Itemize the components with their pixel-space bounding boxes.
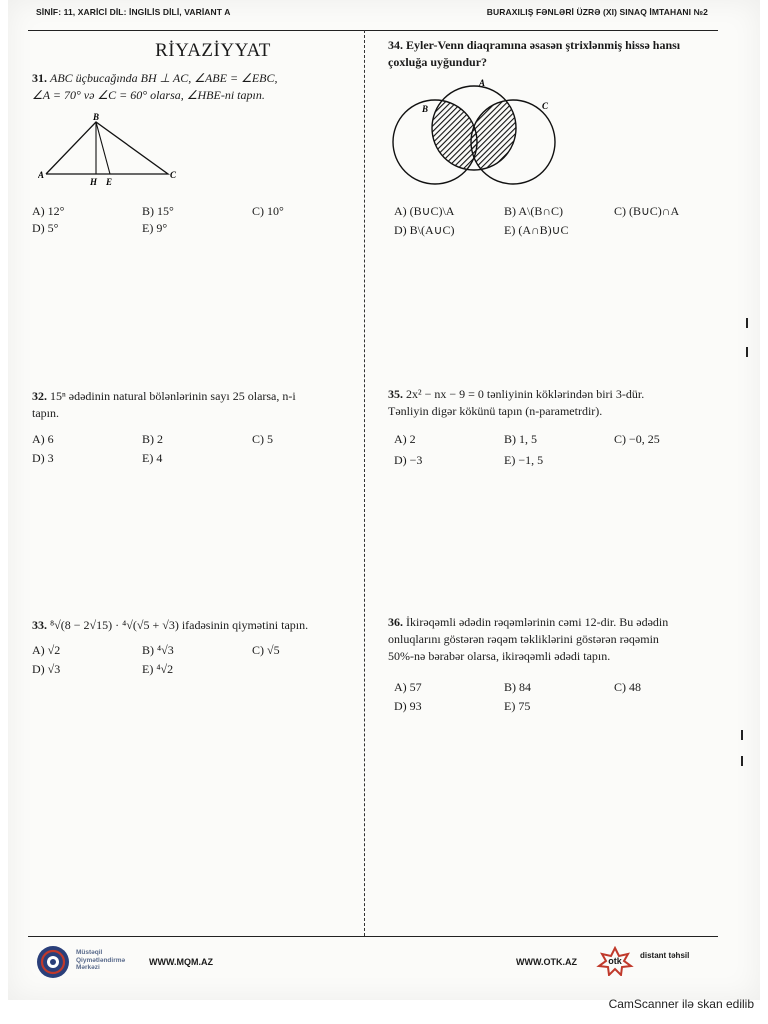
otk-logo-icon (593, 946, 637, 976)
label-a: A (479, 78, 486, 88)
question-text: tapın. (32, 406, 59, 420)
label-h: H (90, 177, 98, 187)
option-d[interactable]: D) B\(A∪C) (394, 223, 455, 237)
option-e[interactable]: E) (A∩B)∪C (504, 223, 569, 237)
label-e: E (106, 177, 113, 187)
header-right: BURAXILIŞ FƏNLƏRİ ÜZRƏ (XI) SINAQ İMTAHANI №2 (486, 7, 708, 17)
option-c[interactable]: C) −0, 25 (614, 432, 660, 446)
question-number: 33. (32, 618, 47, 632)
option-e[interactable]: E) 4 (142, 451, 163, 465)
column-divider (364, 30, 365, 936)
option-d[interactable]: D) −3 (394, 453, 423, 467)
mqm-text: Müstəqil Qiymətləndirmə Mərkəzi (76, 949, 126, 971)
option-d[interactable]: D) 5° (32, 221, 59, 235)
option-b[interactable]: B) 84 (504, 680, 531, 694)
option-d[interactable]: D) 93 (394, 699, 422, 713)
question-text: 2x² − nx − 9 = 0 tənliyinin köklərindən biri 3-dür. (406, 387, 645, 401)
option-a[interactable]: A) 57 (394, 680, 422, 694)
option-b[interactable]: B) A\(B∩C) (504, 204, 564, 218)
option-a[interactable]: A) 12° (32, 204, 65, 218)
question-31 (32, 70, 352, 104)
option-c[interactable]: C) √5 (252, 643, 280, 657)
question-text: 15ⁿ ədədinin natural bölənlərinin sayı 25 olarsa, n-i (50, 389, 296, 403)
header-left: SİNİF: 11, XARİCİ DİL: İNGİLİS DİLİ, VARİANT A (36, 7, 231, 17)
option-e[interactable]: E) 9° (142, 221, 168, 235)
scan-mark (746, 318, 748, 328)
footer-rule (28, 936, 718, 937)
option-b[interactable]: B) 2 (142, 432, 163, 446)
option-b[interactable]: B) ⁴√3 (142, 643, 174, 657)
question-text: ∠A = 70° və ∠C = 60° olarsa, ∠HBE-ni tapın. (32, 88, 265, 102)
label-b: B (422, 104, 429, 114)
option-c[interactable]: C) (B∪C)∩A (614, 204, 680, 218)
question-text: Tənliyin digər kökünü tapın (n-parametrdir). (388, 404, 603, 418)
question-text: ⁸√(8 − 2√15) · ⁴√(√5 + √3) ifadəsinin qiymətini tapın. (50, 618, 309, 632)
label-c: C (542, 101, 549, 111)
otk-url-link[interactable]: WWW.OTK.AZ (516, 957, 577, 967)
otk-brand-text: distant təhsil (640, 951, 690, 960)
option-a[interactable]: A) √2 (32, 643, 61, 657)
question-text: ABC üçbucağında BH ⊥ AC, ∠ABE = ∠EBC, (50, 71, 278, 85)
question-text: 50%-nə bərabər olarsa, ikirəqəmli ədədi tapın. (388, 649, 611, 663)
mqm-logo-icon (34, 944, 72, 980)
question-text: onluqlarını göstərən rəqəm təkliklərini göstərən rəqəmin (388, 632, 659, 646)
label-a: A (38, 170, 45, 180)
question-32 (32, 388, 352, 422)
subject-title: RİYAZİYYAT (155, 40, 271, 61)
option-a[interactable]: A) 2 (394, 432, 416, 446)
label-c: C (170, 170, 177, 180)
option-d[interactable]: D) √3 (32, 662, 61, 676)
question-36 (388, 614, 728, 665)
otk-logo-text: otk (608, 956, 622, 966)
option-c[interactable]: C) 48 (614, 680, 641, 694)
option-a[interactable]: A) (B∪C)\A (394, 204, 455, 218)
question-34 (388, 37, 718, 71)
option-e[interactable]: E) −1, 5 (504, 453, 544, 467)
scan-mark (741, 756, 743, 766)
question-number: 36. (388, 615, 403, 629)
question-33 (32, 617, 362, 634)
exam-sheet (8, 0, 760, 1000)
option-b[interactable]: B) 1, 5 (504, 432, 537, 446)
question-number: 35. (388, 387, 403, 401)
venn-diagram (380, 76, 570, 191)
option-c[interactable]: C) 5 (252, 432, 273, 446)
option-d[interactable]: D) 3 (32, 451, 54, 465)
question-35 (388, 386, 718, 420)
option-e[interactable]: E) 75 (504, 699, 531, 713)
header-rule (28, 30, 718, 31)
question-text: çoxluğa uyğundur? (388, 55, 488, 69)
question-number: 34. (388, 38, 403, 52)
camscanner-watermark: CamScanner ilə skan edilib (608, 997, 754, 1011)
scan-mark (746, 347, 748, 357)
option-c[interactable]: C) 10° (252, 204, 284, 218)
option-e[interactable]: E) ⁴√2 (142, 662, 174, 676)
question-number: 32. (32, 389, 47, 403)
option-b[interactable]: B) 15° (142, 204, 174, 218)
label-b: B (93, 112, 100, 122)
triangle-figure (38, 112, 188, 190)
question-text: Eyler-Venn diaqramına əsasən ştrixlənmiş hissə hansı (406, 38, 681, 52)
scan-mark (741, 730, 743, 740)
question-number: 31. (32, 71, 47, 85)
question-text: İkirəqəmli ədədin rəqəmlərinin cəmi 12-dir. Bu ədədin (406, 615, 669, 629)
mqm-url-link[interactable]: WWW.MQM.AZ (149, 957, 213, 967)
option-a[interactable]: A) 6 (32, 432, 54, 446)
